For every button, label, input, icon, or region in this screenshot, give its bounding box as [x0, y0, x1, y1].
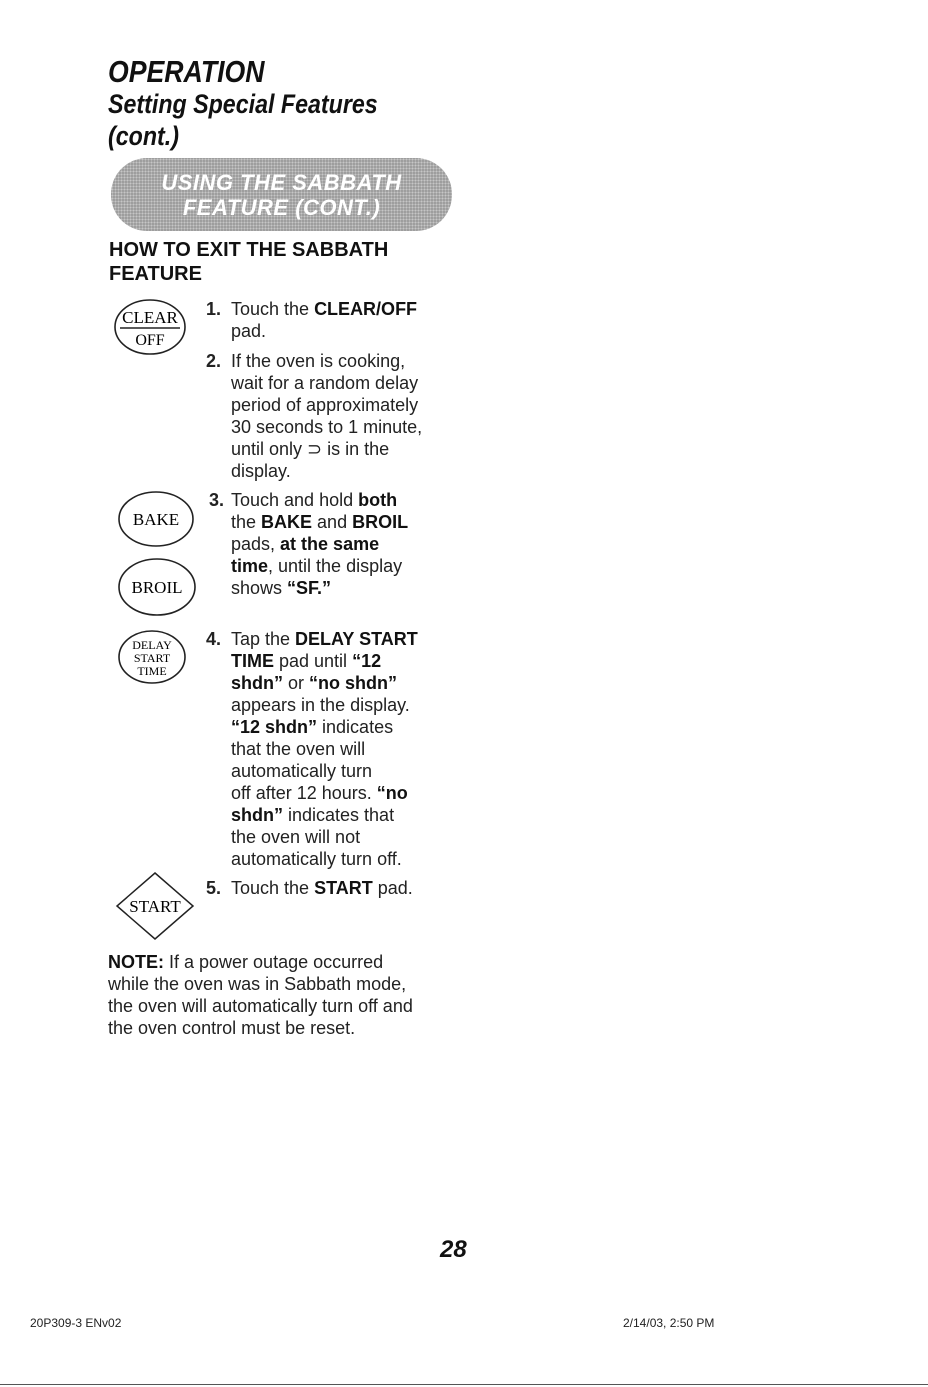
- step-keyword: at the same: [280, 534, 380, 554]
- step-text: appears in the display.: [231, 695, 410, 715]
- step-keyword: START: [314, 878, 373, 898]
- step-text: display.: [231, 461, 291, 481]
- clear-pad-label: CLEAR: [122, 308, 178, 327]
- step-text: is in the: [322, 439, 390, 459]
- note-text: the oven will automatically turn off and: [108, 996, 413, 1016]
- step-text: period of approximately: [231, 395, 419, 415]
- step-text: wait for a random delay: [231, 373, 419, 393]
- step-keyword: BROIL: [352, 512, 409, 532]
- step-5: [206, 877, 456, 899]
- step-text: the oven will not: [231, 827, 361, 847]
- step-text: and: [312, 512, 353, 532]
- step-text: If the oven is cooking,: [231, 351, 406, 371]
- step-text: Touch the: [231, 299, 315, 319]
- heading-line1: HOW TO EXIT THE SABBATH: [109, 239, 389, 261]
- step-text: off after 12 hours.: [231, 783, 377, 803]
- step-keyword: shdn”: [231, 805, 283, 825]
- heading-line2: FEATURE: [109, 263, 202, 285]
- step-text: Touch the: [231, 878, 315, 898]
- step-text: indicates: [317, 717, 394, 737]
- delay-pad-label: DELAY: [132, 638, 172, 652]
- step-text: , until the display: [268, 556, 403, 576]
- step-text: pad until: [274, 651, 353, 671]
- step-keyword: BAKE: [261, 512, 313, 532]
- step-text: or: [283, 673, 310, 693]
- banner-line2: FEATURE (CONT.): [182, 194, 381, 220]
- step-2: [206, 350, 456, 482]
- step-keyword: “12 shdn”: [231, 717, 318, 737]
- note-text: the oven control must be reset.: [108, 1018, 356, 1038]
- bottom-rule: [0, 1384, 928, 1385]
- sabbath-display-symbol: ⊃: [307, 439, 323, 459]
- step-text: indicates that: [283, 805, 395, 825]
- step-text: the: [231, 512, 262, 532]
- note-label: NOTE:: [108, 952, 164, 972]
- step-text: automatically turn: [231, 761, 373, 781]
- broil-pad-label: BROIL: [131, 578, 183, 597]
- subsection-heading: [109, 238, 469, 286]
- step-keyword: TIME: [231, 651, 274, 671]
- step-keyword: both: [358, 490, 398, 510]
- note-text: If a power outage occurred: [164, 952, 384, 972]
- step-keyword: CLEAR/OFF: [314, 299, 418, 319]
- step-text: that the oven will: [231, 739, 366, 759]
- step-text: automatically turn off.: [231, 849, 402, 869]
- note-paragraph: [108, 951, 453, 1039]
- start-pad-label: START: [129, 897, 181, 916]
- step-text: Touch and hold: [231, 490, 359, 510]
- page-subtitle-line2: (cont.): [108, 121, 179, 151]
- step-keyword: “no shdn”: [309, 673, 398, 693]
- bake-pad-label: BAKE: [132, 510, 180, 529]
- step-keyword: shdn”: [231, 673, 283, 693]
- step-text: shows: [231, 578, 288, 598]
- step-number: 4.: [206, 629, 222, 649]
- note-text: while the oven was in Sabbath mode,: [108, 974, 407, 994]
- broil-pad-icon: [116, 556, 198, 618]
- bake-pad-icon: [116, 489, 196, 549]
- step-text: pads,: [231, 534, 281, 554]
- banner-line1: USING THE SABBATH: [161, 169, 402, 195]
- start-pad-label-line: START: [133, 651, 171, 665]
- start-pad-icon: [114, 870, 196, 942]
- step-4: [206, 628, 456, 870]
- step-text: pad.: [372, 878, 413, 898]
- footer-doc-code: 20P309-3 ENv02: [30, 1316, 122, 1330]
- step-keyword: DELAY START: [295, 629, 418, 649]
- page-number: 28: [440, 1236, 467, 1263]
- footer-timestamp: 2/14/03, 2:50 PM: [623, 1316, 715, 1330]
- clear-off-pad-icon: [112, 298, 188, 356]
- step-text: 30 seconds to 1 minute,: [231, 417, 423, 437]
- step-text: Tap the: [231, 629, 296, 649]
- step-3: [209, 489, 459, 599]
- step-keyword: time: [231, 556, 269, 576]
- step-text: until only: [231, 439, 308, 459]
- step-1: [206, 298, 456, 342]
- step-number: 3.: [209, 490, 225, 510]
- time-pad-label: TIME: [137, 664, 167, 678]
- step-number: 2.: [206, 351, 222, 371]
- step-number: 1.: [206, 299, 222, 319]
- step-keyword: “SF.”: [287, 578, 332, 598]
- off-pad-label: OFF: [135, 332, 165, 349]
- section-banner: [111, 158, 452, 231]
- step-keyword: “no: [376, 783, 408, 803]
- delay-start-time-pad-icon: [116, 628, 188, 686]
- step-text: pad.: [231, 321, 267, 341]
- section-title: OPERATION: [108, 54, 265, 89]
- page-subtitle-line1: Setting Special Features: [108, 89, 378, 119]
- step-keyword: “12: [352, 651, 382, 671]
- step-number: 5.: [206, 878, 222, 898]
